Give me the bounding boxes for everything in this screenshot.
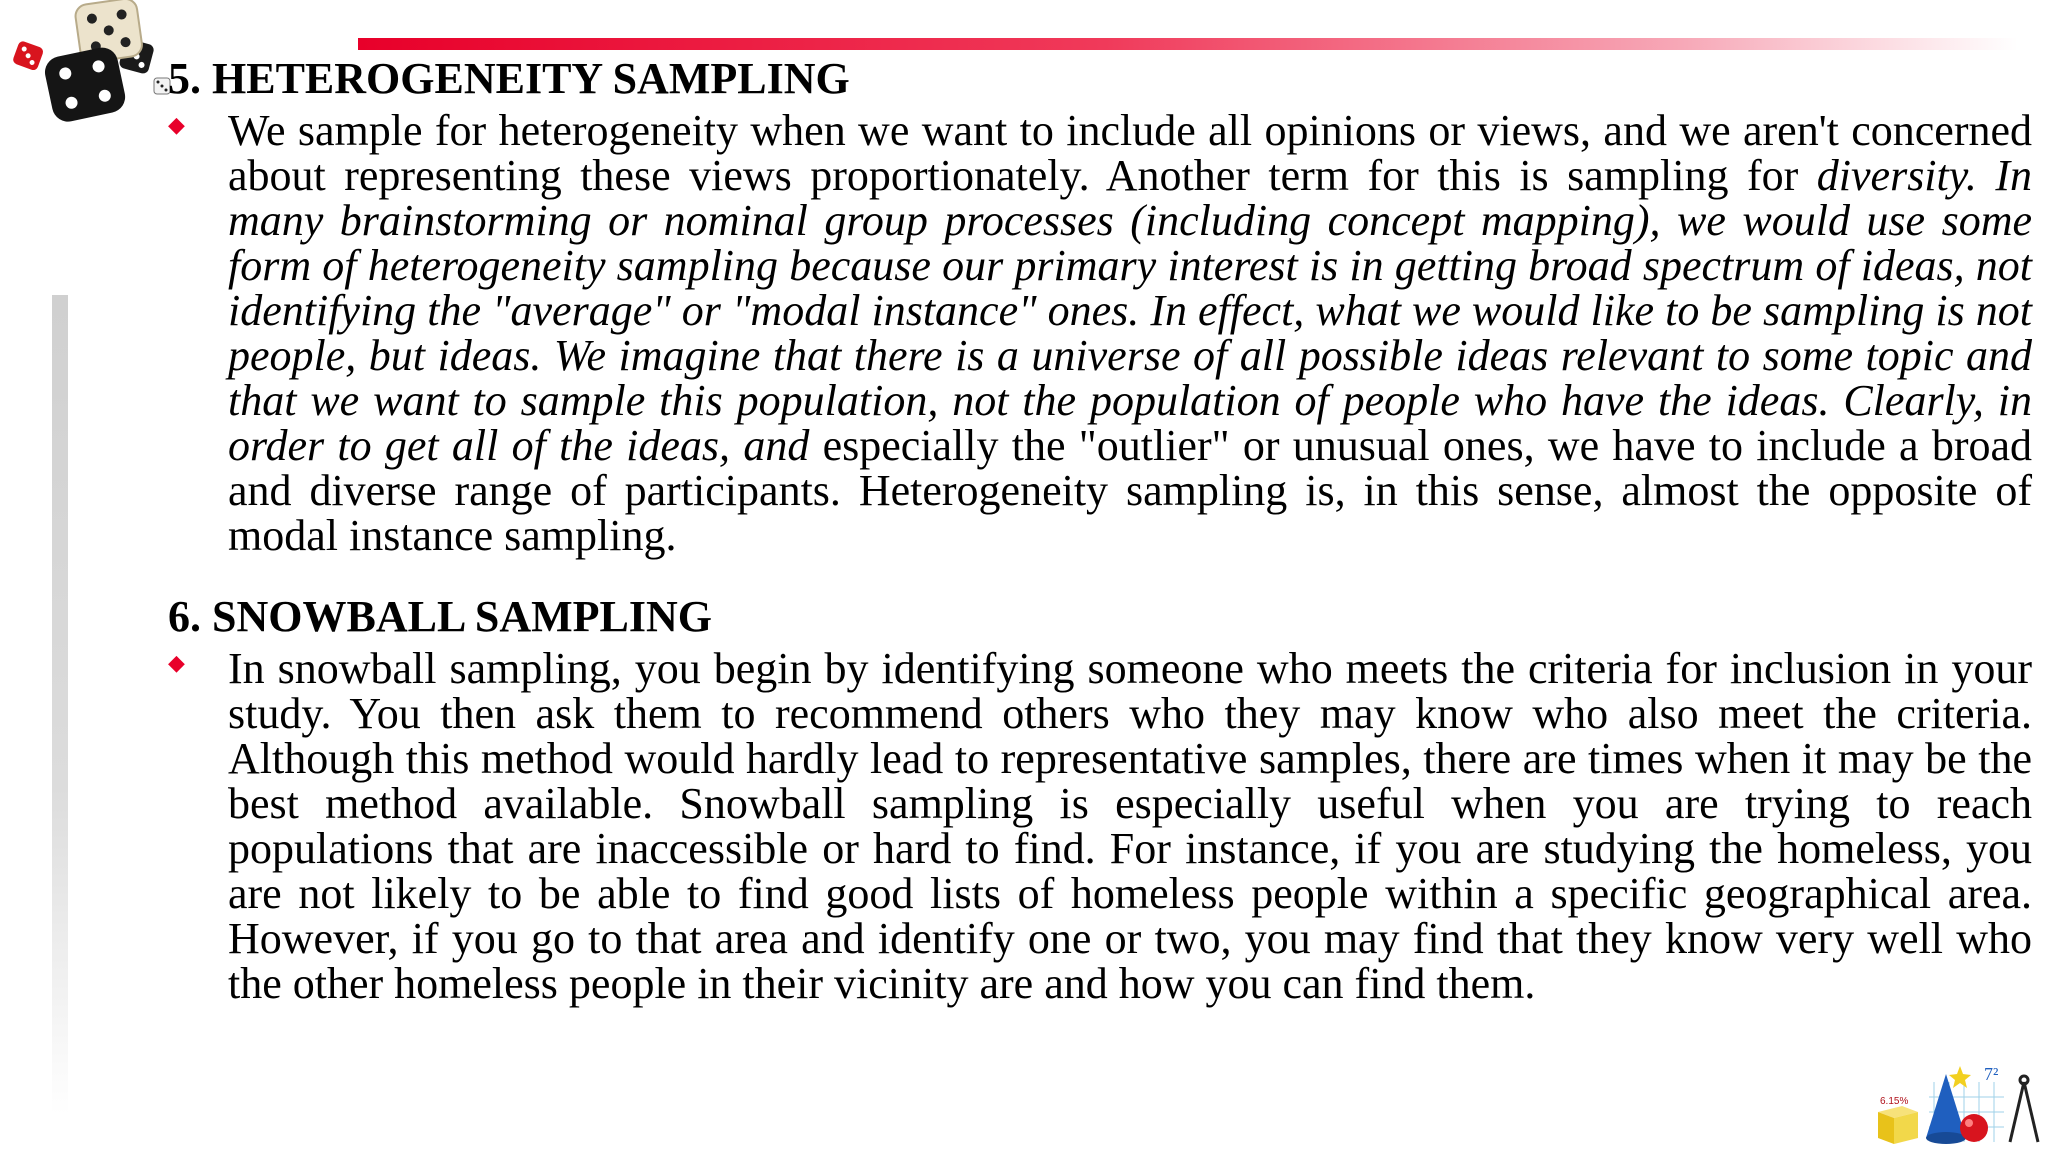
math-percent-label: 6.15% bbox=[1880, 1096, 1909, 1107]
left-side-bar bbox=[52, 295, 68, 1115]
bullet-diamond-icon: ◆ bbox=[168, 650, 185, 675]
dice-icon bbox=[8, 0, 173, 130]
section-5-heading: 5. HETEROGENEITY SAMPLING bbox=[168, 54, 850, 103]
section-5-bullet bbox=[168, 108, 2032, 558]
math-shapes-icon bbox=[1874, 1062, 2044, 1148]
bullet-diamond-icon: ◆ bbox=[168, 112, 185, 137]
top-accent-rule bbox=[358, 38, 2018, 50]
section-5-text-normal-1: We sample for heterogeneity when we want to include all opinions or views, and we aren't concerned about representing these views proportionately. Another term for this is sampling for bbox=[228, 106, 2032, 200]
section-6-heading: 6. SNOWBALL SAMPLING bbox=[168, 592, 712, 641]
section-6-text: In snowball sampling, you begin by identifying someone who meets the criteria for inclusion in your study. You then ask them to recommend others who they may know who also meet the criteria. Although this method would hardly lead to representative samples, there are times when it may be the best method available. Snowball sampling is especially useful when you are trying to reach populations that are inaccessible or hard to find. For instance, if you are studying the homeless, you are not likely to be able to find good lists of homeless people within a specific geographical area. However, if you go to that area and identify one or two, you may find that they know very well who the other homeless people in their vicinity are and how you can find them. bbox=[228, 644, 2032, 1008]
math-exponent-label: 7² bbox=[1984, 1064, 1999, 1084]
section-5-text-italic: diversity. In many brainstorming or nominal group processes (including concept mapping), we would use some form of heterogeneity sampling because our primary interest is in getting broad spectrum of ideas, not identifying the "average" or "modal instance" ones. In effect, what we would like to be sampling is not people, but ideas. We imagine that there is a universe of all possible ideas relevant to some topic and that we want to sample this population, not the population of people who have the ideas. Clearly, in order to get all of the ideas, and bbox=[228, 151, 2033, 470]
slide-content bbox=[168, 50, 2032, 1006]
section-5-text-normal-2: especially the "outlier" or unusual ones, we have to include a broad and diverse range of participants. Heterogeneity sampling is, in this sense, almost the opposite of modal instance sampling. bbox=[228, 421, 2032, 560]
section-6-bullet bbox=[168, 646, 2032, 1006]
